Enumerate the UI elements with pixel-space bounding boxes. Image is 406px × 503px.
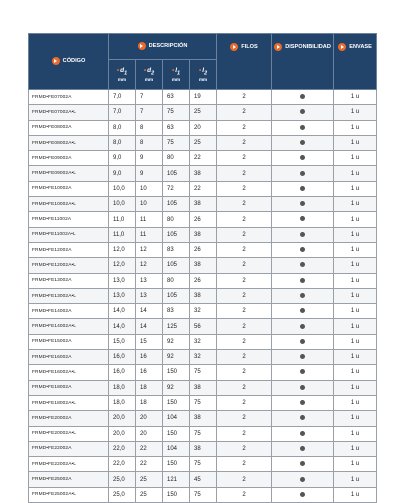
cell-filos: 2	[217, 411, 272, 426]
table-row	[29, 135, 377, 150]
cell-disponibilidad	[272, 166, 334, 181]
cell-d1: 8,0	[109, 135, 136, 150]
cell-disponibilidad	[272, 487, 334, 502]
cell-filos: 2	[217, 441, 272, 456]
cell-l2: 25	[190, 105, 217, 120]
cell-code: FRMD•FE09002A•L	[29, 166, 109, 181]
cell-disponibilidad	[272, 319, 334, 334]
cell-l1: 80	[163, 273, 190, 288]
header-envase: ENVASE	[334, 34, 377, 90]
cell-l2: 45	[190, 472, 217, 487]
availability-dot-icon	[300, 477, 305, 482]
table-row	[29, 441, 377, 456]
cell-disponibilidad	[272, 441, 334, 456]
cell-d2: 9	[136, 166, 163, 181]
table-row	[29, 365, 377, 380]
cell-envase: 1 u	[334, 227, 377, 242]
availability-dot-icon	[300, 262, 305, 267]
availability-dot-icon	[300, 324, 305, 329]
cell-disponibilidad	[272, 258, 334, 273]
cell-l1: 72	[163, 181, 190, 196]
availability-dot-icon	[300, 293, 305, 298]
cell-envase: 1 u	[334, 273, 377, 288]
cell-disponibilidad	[272, 365, 334, 380]
cell-code: FRMD•FE11002A•L	[29, 227, 109, 242]
availability-dot-icon	[300, 415, 305, 420]
cell-l2: 32	[190, 334, 217, 349]
cell-filos: 2	[217, 395, 272, 410]
cell-filos: 2	[217, 181, 272, 196]
cell-disponibilidad	[272, 135, 334, 150]
table-body	[29, 90, 377, 503]
availability-dot-icon	[300, 431, 305, 436]
cell-envase: 1 u	[334, 472, 377, 487]
table-row	[29, 212, 377, 227]
cell-envase: 1 u	[334, 334, 377, 349]
cell-disponibilidad	[272, 472, 334, 487]
cell-d1: 20,0	[109, 411, 136, 426]
cell-l1: 105	[163, 288, 190, 303]
cell-filos: 2	[217, 426, 272, 441]
arrow-bullet-icon	[274, 43, 282, 51]
cell-envase: 1 u	[334, 258, 377, 273]
table-row	[29, 105, 377, 120]
cell-d2: 14	[136, 304, 163, 319]
cell-l2: 38	[190, 411, 217, 426]
cell-d1: 10,0	[109, 197, 136, 212]
cell-code: FRMD•FE16002A	[29, 350, 109, 365]
cell-d1: 14,0	[109, 304, 136, 319]
cell-filos: 2	[217, 197, 272, 212]
cell-d1: 25,0	[109, 472, 136, 487]
cell-l1: 80	[163, 212, 190, 227]
product-table-container	[28, 33, 376, 503]
table-row	[29, 166, 377, 181]
cell-d2: 13	[136, 273, 163, 288]
cell-d1: 12,0	[109, 242, 136, 257]
cell-d2: 14	[136, 319, 163, 334]
cell-envase: 1 u	[334, 90, 377, 105]
cell-disponibilidad	[272, 380, 334, 395]
cell-l2: 75	[190, 487, 217, 502]
cell-l1: 150	[163, 365, 190, 380]
product-table	[28, 33, 377, 503]
cell-d2: 10	[136, 181, 163, 196]
cell-envase: 1 u	[334, 487, 377, 502]
cell-filos: 2	[217, 90, 272, 105]
cell-d2: 13	[136, 288, 163, 303]
cell-d1: 20,0	[109, 426, 136, 441]
table-row	[29, 227, 377, 242]
cell-d2: 25	[136, 472, 163, 487]
cell-envase: 1 u	[334, 457, 377, 472]
cell-envase: 1 u	[334, 181, 377, 196]
cell-disponibilidad	[272, 242, 334, 257]
cell-disponibilidad	[272, 288, 334, 303]
cell-envase: 1 u	[334, 197, 377, 212]
cell-l1: 92	[163, 350, 190, 365]
table-row	[29, 350, 377, 365]
cell-l2: 26	[190, 273, 217, 288]
table-row	[29, 90, 377, 105]
cell-code: FRMD•FE15002A	[29, 334, 109, 349]
cell-disponibilidad	[272, 273, 334, 288]
cell-l2: 38	[190, 227, 217, 242]
cell-filos: 2	[217, 166, 272, 181]
cell-d1: 13,0	[109, 288, 136, 303]
cell-l1: 63	[163, 120, 190, 135]
availability-dot-icon	[300, 354, 305, 359]
cell-disponibilidad	[272, 304, 334, 319]
cell-l1: 75	[163, 135, 190, 150]
cell-code: FRMD•FE07002A	[29, 90, 109, 105]
arrow-bullet-icon	[138, 42, 146, 50]
cell-envase: 1 u	[334, 242, 377, 257]
cell-l1: 125	[163, 319, 190, 334]
cell-code: FRMD•FE20002A•L	[29, 426, 109, 441]
cell-filos: 2	[217, 380, 272, 395]
cell-disponibilidad	[272, 105, 334, 120]
availability-dot-icon	[300, 385, 305, 390]
cell-disponibilidad	[272, 181, 334, 196]
table-row	[29, 457, 377, 472]
cell-envase: 1 u	[334, 380, 377, 395]
cell-envase: 1 u	[334, 166, 377, 181]
cell-disponibilidad	[272, 411, 334, 426]
cell-envase: 1 u	[334, 120, 377, 135]
cell-filos: 2	[217, 120, 272, 135]
cell-filos: 2	[217, 334, 272, 349]
cell-filos: 2	[217, 472, 272, 487]
cell-filos: 2	[217, 151, 272, 166]
header-filos: FILOS	[217, 34, 272, 90]
arrow-bullet-icon	[230, 43, 238, 51]
availability-dot-icon	[300, 155, 305, 160]
cell-envase: 1 u	[334, 151, 377, 166]
cell-l2: 38	[190, 380, 217, 395]
availability-dot-icon	[300, 492, 305, 497]
cell-disponibilidad	[272, 120, 334, 135]
cell-l1: 63	[163, 90, 190, 105]
cell-envase: 1 u	[334, 288, 377, 303]
cell-d1: 9,0	[109, 166, 136, 181]
table-row	[29, 273, 377, 288]
availability-dot-icon	[300, 109, 305, 114]
cell-code: FRMD•FE22002A•L	[29, 457, 109, 472]
availability-dot-icon	[300, 400, 305, 405]
cell-l2: 38	[190, 258, 217, 273]
cell-d2: 12	[136, 242, 163, 257]
table-row	[29, 181, 377, 196]
cell-d2: 16	[136, 350, 163, 365]
cell-d2: 8	[136, 120, 163, 135]
cell-d2: 20	[136, 426, 163, 441]
cell-envase: 1 u	[334, 395, 377, 410]
availability-dot-icon	[300, 125, 305, 130]
table-row	[29, 197, 377, 212]
cell-disponibilidad	[272, 151, 334, 166]
cell-d2: 7	[136, 90, 163, 105]
cell-disponibilidad	[272, 212, 334, 227]
arrow-bullet-icon	[52, 57, 60, 65]
cell-disponibilidad	[272, 350, 334, 365]
header-descripcion: DESCRIPCIÓN	[109, 34, 217, 60]
arrow-bullet-icon	[338, 43, 346, 51]
cell-l2: 20	[190, 120, 217, 135]
cell-filos: 2	[217, 212, 272, 227]
cell-filos: 2	[217, 457, 272, 472]
cell-l1: 150	[163, 426, 190, 441]
cell-filos: 2	[217, 319, 272, 334]
cell-disponibilidad	[272, 227, 334, 242]
cell-l2: 32	[190, 304, 217, 319]
cell-l1: 150	[163, 395, 190, 410]
cell-l2: 75	[190, 426, 217, 441]
table-row	[29, 487, 377, 502]
availability-dot-icon	[300, 94, 305, 99]
cell-l2: 25	[190, 135, 217, 150]
availability-dot-icon	[300, 232, 305, 237]
cell-code: FRMD•FE20002A	[29, 411, 109, 426]
cell-l1: 105	[163, 166, 190, 181]
availability-dot-icon	[300, 446, 305, 451]
cell-d2: 9	[136, 151, 163, 166]
cell-l2: 38	[190, 441, 217, 456]
cell-code: FRMD•FE12002A•L	[29, 258, 109, 273]
cell-filos: 2	[217, 258, 272, 273]
cell-d1: 7,0	[109, 105, 136, 120]
cell-code: FRMD•FE22002A	[29, 441, 109, 456]
cell-code: FRMD•FE10002A•L	[29, 197, 109, 212]
table-row	[29, 120, 377, 135]
cell-l1: 83	[163, 304, 190, 319]
availability-dot-icon	[300, 186, 305, 191]
cell-envase: 1 u	[334, 365, 377, 380]
cell-l2: 22	[190, 151, 217, 166]
cell-code: FRMD•FE12002A	[29, 242, 109, 257]
cell-d2: 22	[136, 457, 163, 472]
availability-dot-icon	[300, 461, 305, 466]
availability-dot-icon	[300, 216, 305, 221]
cell-envase: 1 u	[334, 212, 377, 227]
table-row	[29, 151, 377, 166]
cell-d1: 10,0	[109, 181, 136, 196]
cell-code: FRMD•FE08002A	[29, 120, 109, 135]
cell-l2: 26	[190, 242, 217, 257]
availability-dot-icon	[300, 140, 305, 145]
cell-envase: 1 u	[334, 411, 377, 426]
cell-filos: 2	[217, 304, 272, 319]
cell-filos: 2	[217, 227, 272, 242]
cell-d1: 22,0	[109, 441, 136, 456]
cell-l1: 104	[163, 441, 190, 456]
cell-l2: 22	[190, 181, 217, 196]
cell-disponibilidad	[272, 426, 334, 441]
cell-l1: 150	[163, 487, 190, 502]
header-row	[29, 34, 377, 60]
cell-l1: 150	[163, 457, 190, 472]
cell-code: FRMD•FE16002A•L	[29, 365, 109, 380]
availability-dot-icon	[300, 201, 305, 206]
table-row	[29, 426, 377, 441]
cell-disponibilidad	[272, 334, 334, 349]
cell-l1: 105	[163, 227, 190, 242]
cell-l2: 38	[190, 197, 217, 212]
cell-disponibilidad	[272, 395, 334, 410]
table-row	[29, 319, 377, 334]
cell-d1: 7,0	[109, 90, 136, 105]
cell-code: FRMD•FE25002A	[29, 472, 109, 487]
cell-disponibilidad	[272, 90, 334, 105]
cell-d2: 18	[136, 395, 163, 410]
cell-code: FRMD•FE18002A	[29, 380, 109, 395]
cell-code: FRMD•FE13002A•L	[29, 288, 109, 303]
table-row	[29, 258, 377, 273]
cell-d2: 7	[136, 105, 163, 120]
cell-l2: 75	[190, 395, 217, 410]
cell-code: FRMD•FE09002A	[29, 151, 109, 166]
cell-d1: 13,0	[109, 273, 136, 288]
cell-l2: 56	[190, 319, 217, 334]
cell-d1: 22,0	[109, 457, 136, 472]
subheader-d2: $•d_2$ mm	[136, 60, 163, 90]
table-row	[29, 395, 377, 410]
cell-code: FRMD•FE11002A	[29, 212, 109, 227]
cell-filos: 2	[217, 487, 272, 502]
table-row	[29, 288, 377, 303]
cell-d1: 15,0	[109, 334, 136, 349]
cell-d2: 20	[136, 411, 163, 426]
cell-d1: 18,0	[109, 380, 136, 395]
cell-l1: 83	[163, 242, 190, 257]
cell-d2: 25	[136, 487, 163, 502]
cell-d2: 10	[136, 197, 163, 212]
cell-d1: 14,0	[109, 319, 136, 334]
availability-dot-icon	[300, 171, 305, 176]
cell-d2: 11	[136, 212, 163, 227]
header-disponibilidad: DISPONIBILIDAD	[272, 34, 334, 90]
cell-d1: 12,0	[109, 258, 136, 273]
table-row	[29, 334, 377, 349]
cell-l2: 32	[190, 350, 217, 365]
cell-d1: 11,0	[109, 227, 136, 242]
cell-d2: 16	[136, 365, 163, 380]
cell-code: FRMD•FE25002A•L	[29, 487, 109, 502]
cell-envase: 1 u	[334, 304, 377, 319]
cell-l2: 75	[190, 457, 217, 472]
cell-filos: 2	[217, 105, 272, 120]
subheader-l1: $•l_1$ mm	[163, 60, 190, 90]
cell-d2: 8	[136, 135, 163, 150]
cell-d2: 15	[136, 334, 163, 349]
table-row	[29, 304, 377, 319]
cell-l1: 75	[163, 105, 190, 120]
cell-d1: 16,0	[109, 350, 136, 365]
cell-l1: 121	[163, 472, 190, 487]
cell-l2: 26	[190, 212, 217, 227]
cell-filos: 2	[217, 288, 272, 303]
subheader-d1: $•d_1$ mm	[109, 60, 136, 90]
cell-disponibilidad	[272, 197, 334, 212]
cell-code: FRMD•FE18002A•L	[29, 395, 109, 410]
cell-code: FRMD•FE10002A	[29, 181, 109, 196]
cell-l1: 92	[163, 334, 190, 349]
cell-l1: 80	[163, 151, 190, 166]
cell-l2: 19	[190, 90, 217, 105]
cell-l1: 92	[163, 380, 190, 395]
availability-dot-icon	[300, 339, 305, 344]
cell-envase: 1 u	[334, 319, 377, 334]
cell-l2: 75	[190, 365, 217, 380]
table-row	[29, 472, 377, 487]
cell-d2: 22	[136, 441, 163, 456]
availability-dot-icon	[300, 247, 305, 252]
subheader-l2: $•l_2$ mm	[190, 60, 217, 90]
cell-code: FRMD•FE07002A•L	[29, 105, 109, 120]
cell-filos: 2	[217, 350, 272, 365]
cell-d1: 8,0	[109, 120, 136, 135]
cell-filos: 2	[217, 365, 272, 380]
cell-d1: 9,0	[109, 151, 136, 166]
cell-envase: 1 u	[334, 441, 377, 456]
cell-filos: 2	[217, 242, 272, 257]
cell-filos: 2	[217, 135, 272, 150]
cell-envase: 1 u	[334, 350, 377, 365]
cell-disponibilidad	[272, 457, 334, 472]
table-row	[29, 242, 377, 257]
table-row	[29, 411, 377, 426]
cell-envase: 1 u	[334, 135, 377, 150]
cell-d1: 18,0	[109, 395, 136, 410]
cell-code: FRMD•FE13002A	[29, 273, 109, 288]
cell-l1: 105	[163, 197, 190, 212]
cell-code: FRMD•FE14002A•L	[29, 319, 109, 334]
cell-envase: 1 u	[334, 426, 377, 441]
cell-code: FRMD•FE14002A	[29, 304, 109, 319]
cell-filos: 2	[217, 273, 272, 288]
cell-d1: 11,0	[109, 212, 136, 227]
availability-dot-icon	[300, 369, 305, 374]
availability-dot-icon	[300, 278, 305, 283]
header-codigo: CÓDIGO	[29, 34, 109, 90]
availability-dot-icon	[300, 308, 305, 313]
cell-l2: 38	[190, 166, 217, 181]
cell-d2: 12	[136, 258, 163, 273]
cell-d1: 25,0	[109, 487, 136, 502]
cell-l2: 38	[190, 288, 217, 303]
cell-l1: 105	[163, 258, 190, 273]
cell-l1: 104	[163, 411, 190, 426]
cell-d1: 16,0	[109, 365, 136, 380]
cell-code: FRMD•FE08002A•L	[29, 135, 109, 150]
cell-envase: 1 u	[334, 105, 377, 120]
cell-d2: 18	[136, 380, 163, 395]
table-row	[29, 380, 377, 395]
cell-d2: 11	[136, 227, 163, 242]
